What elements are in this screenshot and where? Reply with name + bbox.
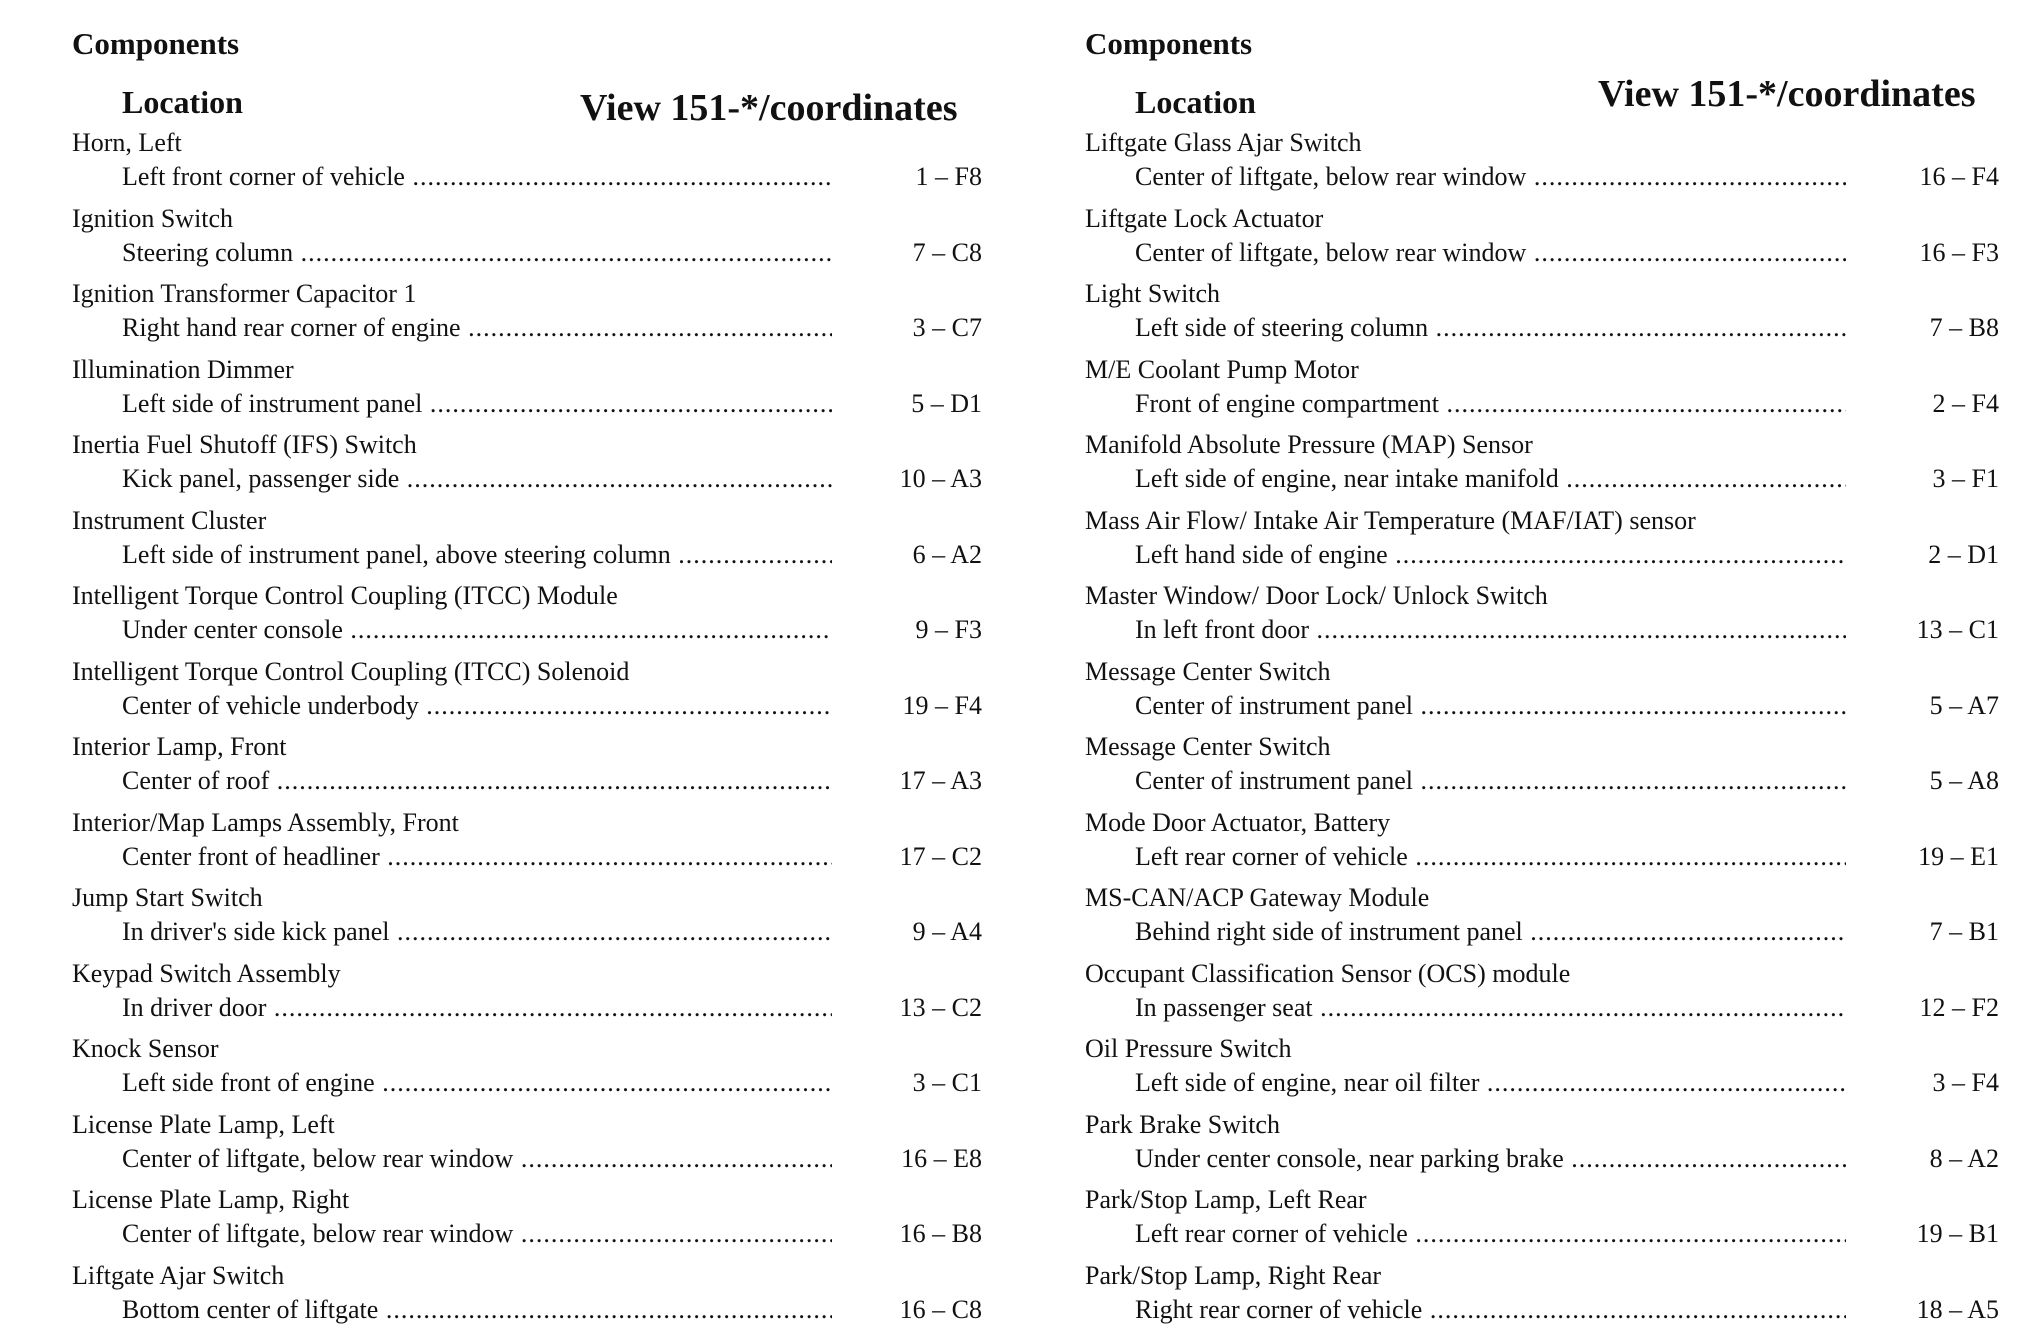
view-coordinate: 19 – E1	[1918, 841, 1999, 871]
component-location: Behind right side of instrument panel .....	[1135, 917, 1846, 947]
component-entry	[1085, 204, 2025, 280]
component-name: Ignition Switch	[72, 203, 234, 233]
view-coordinate: 13 – C1	[1916, 615, 1999, 644]
component-entry	[72, 732, 1012, 808]
components-heading: Components	[72, 26, 240, 61]
component-entry	[1085, 355, 2025, 431]
component-entry	[72, 128, 1012, 204]
component-location: Kick panel, passenger side .....	[122, 464, 832, 494]
view-coordinate: 13 – C2	[899, 992, 982, 1022]
component-location: Center of roof .....	[122, 766, 832, 796]
component-entry	[1085, 883, 2025, 959]
component-entry	[1085, 959, 2025, 1035]
component-location: Steering column .....	[122, 238, 832, 268]
component-location: In driver's side kick panel .....	[122, 917, 832, 947]
component-entry	[72, 808, 1012, 884]
component-name: Inertia Fuel Shutoff (IFS) Switch	[72, 430, 417, 459]
view-coordinate: 12 – F2	[1919, 992, 1999, 1022]
component-entry	[72, 657, 1012, 733]
component-entry	[1085, 1034, 2025, 1110]
component-name: Instrument Cluster	[72, 505, 267, 535]
component-name: Oil Pressure Switch	[1085, 1034, 1292, 1063]
view-coordinate: 7 – B8	[1929, 313, 1999, 342]
component-location: Left hand side of engine .....	[1135, 540, 1846, 570]
view-coordinate: 3 – F1	[1932, 464, 1999, 493]
component-list	[1085, 128, 2025, 1336]
component-name: License Plate Lamp, Left	[72, 1109, 335, 1139]
component-entry	[72, 1185, 1012, 1261]
component-location: Left front corner of vehicle .....	[122, 162, 832, 192]
component-name: Jump Start Switch	[72, 883, 263, 912]
view-coordinate: 1 – F8	[915, 162, 982, 191]
component-entry	[72, 581, 1012, 657]
component-entry	[1085, 808, 2025, 884]
component-entry	[1085, 430, 2025, 506]
location-column-header: Location	[1135, 84, 1256, 120]
view-coordinates-header: View 151-*/coordinates	[1598, 73, 1976, 115]
component-name: Park Brake Switch	[1085, 1109, 1280, 1139]
component-location: Center of vehicle underbody .....	[122, 691, 832, 721]
component-entry	[1085, 279, 2025, 355]
component-name: Light Switch	[1085, 279, 1221, 308]
location-column-header: Location	[122, 84, 243, 120]
component-name: Interior Lamp, Front	[72, 732, 287, 761]
component-name: License Plate Lamp, Right	[72, 1185, 350, 1214]
left-column	[72, 0, 1012, 1344]
view-coordinate: 5 – A8	[1929, 766, 1999, 795]
component-entry	[1085, 506, 2025, 582]
component-location: Center of liftgate, below rear window .....	[1135, 238, 1846, 268]
component-name: Park/Stop Lamp, Left Rear	[1085, 1185, 1367, 1214]
view-coordinate: 7 – C8	[912, 237, 982, 267]
view-coordinate: 7 – B1	[1929, 917, 1999, 946]
component-name: Horn, Left	[72, 128, 182, 157]
component-name: Intelligent Torque Control Coupling (ITCC) Module	[72, 581, 618, 610]
component-location: Right rear corner of vehicle .....	[1135, 1295, 1846, 1325]
view-coordinate: 16 – F3	[1919, 237, 1999, 267]
view-coordinate: 16 – C8	[899, 1294, 982, 1324]
right-column	[1085, 0, 2025, 1344]
component-location: Center of liftgate, below rear window .....	[122, 1144, 832, 1174]
component-name: Liftgate Glass Ajar Switch	[1085, 128, 1362, 157]
component-entry	[1085, 581, 2025, 657]
component-entry	[72, 279, 1012, 355]
component-entry	[1085, 1261, 2025, 1337]
view-coordinate: 19 – B1	[1916, 1219, 1999, 1248]
component-name: Master Window/ Door Lock/ Unlock Switch	[1085, 581, 1548, 610]
view-coordinate: 6 – A2	[912, 539, 982, 569]
view-coordinate: 5 – D1	[911, 388, 982, 418]
component-name: Park/Stop Lamp, Right Rear	[1085, 1260, 1382, 1290]
component-name: MS-CAN/ACP Gateway Module	[1085, 883, 1430, 912]
component-location: Left side front of engine .....	[122, 1068, 832, 1098]
component-entry	[72, 1110, 1012, 1186]
component-entry	[1085, 657, 2025, 733]
component-location: Left rear corner of vehicle .....	[1135, 842, 1846, 872]
component-entry	[72, 883, 1012, 959]
component-name: Mass Air Flow/ Intake Air Temperature (MAF/IAT) sensor	[1085, 505, 1696, 535]
component-name: Intelligent Torque Control Coupling (ITCC) Solenoid	[72, 656, 630, 686]
component-entry	[1085, 1185, 2025, 1261]
view-coordinate: 16 – B8	[899, 1219, 982, 1248]
component-entry	[1085, 732, 2025, 808]
view-coordinate: 10 – A3	[899, 464, 982, 493]
component-location: Left side of engine, near intake manifold .....	[1135, 464, 1846, 494]
component-entry	[72, 1034, 1012, 1110]
component-entry	[72, 430, 1012, 506]
view-coordinate: 9 – A4	[912, 917, 982, 946]
component-name: Mode Door Actuator, Battery	[1085, 807, 1391, 837]
component-entry	[1085, 1110, 2025, 1186]
component-entry	[1085, 128, 2025, 204]
component-location: Under center console .....	[122, 615, 832, 645]
component-location: In driver door .....	[122, 993, 832, 1023]
component-location: Left side of instrument panel .....	[122, 389, 832, 419]
component-location: Left rear corner of vehicle .....	[1135, 1219, 1846, 1249]
view-coordinate: 3 – C7	[912, 313, 982, 342]
component-entry	[72, 204, 1012, 280]
component-location: Left side of engine, near oil filter .....	[1135, 1068, 1846, 1098]
view-coordinate: 3 – C1	[912, 1068, 982, 1097]
view-coordinate: 8 – A2	[1929, 1143, 1999, 1173]
component-entry	[72, 959, 1012, 1035]
view-coordinate: 16 – E8	[901, 1143, 982, 1173]
view-coordinate: 2 – D1	[1928, 539, 1999, 569]
component-name: Ignition Transformer Capacitor 1	[72, 279, 417, 308]
view-coordinate: 16 – F4	[1919, 162, 1999, 191]
view-coordinate: 19 – F4	[902, 690, 982, 720]
view-coordinate: 2 – F4	[1932, 388, 1999, 418]
component-location: Center of instrument panel .....	[1135, 691, 1846, 721]
view-coordinate: 17 – C2	[899, 841, 982, 871]
component-location: Bottom center of liftgate .....	[122, 1295, 832, 1325]
component-name: Occupant Classification Sensor (OCS) module	[1085, 958, 1571, 988]
view-coordinate: 9 – F3	[915, 615, 982, 644]
component-name: Interior/Map Lamps Assembly, Front	[72, 807, 459, 837]
component-location: Center front of headliner .....	[122, 842, 832, 872]
view-coordinate: 17 – A3	[899, 766, 982, 795]
component-location: In passenger seat .....	[1135, 993, 1846, 1023]
component-name: Liftgate Lock Actuator	[1085, 203, 1324, 233]
component-location: Left side of steering column .....	[1135, 313, 1846, 343]
component-location: Under center console, near parking brake .....	[1135, 1144, 1846, 1174]
component-entry	[72, 506, 1012, 582]
view-coordinates-header: View 151-*/coordinates	[580, 87, 958, 129]
component-name: Message Center Switch	[1085, 656, 1331, 686]
component-location: Center of liftgate, below rear window .....	[122, 1219, 832, 1249]
view-coordinate: 3 – F4	[1932, 1068, 1999, 1097]
component-name: Illumination Dimmer	[72, 354, 294, 384]
component-location: Center of liftgate, below rear window .....	[1135, 162, 1846, 192]
view-coordinate: 18 – A5	[1916, 1294, 1999, 1324]
component-name: Manifold Absolute Pressure (MAP) Sensor	[1085, 430, 1533, 459]
component-name: Message Center Switch	[1085, 732, 1331, 761]
component-name: M/E Coolant Pump Motor	[1085, 354, 1359, 384]
component-name: Knock Sensor	[72, 1034, 219, 1063]
component-list	[72, 128, 1012, 1336]
component-location: In left front door .....	[1135, 615, 1846, 645]
view-coordinate: 5 – A7	[1929, 690, 1999, 720]
component-location: Left side of instrument panel, above steering column .....	[122, 540, 832, 570]
component-location: Center of instrument panel .....	[1135, 766, 1846, 796]
component-name: Liftgate Ajar Switch	[72, 1260, 285, 1290]
component-name: Keypad Switch Assembly	[72, 958, 341, 988]
component-location: Right hand rear corner of engine .....	[122, 313, 832, 343]
component-entry	[72, 1261, 1012, 1337]
component-location: Front of engine compartment .....	[1135, 389, 1846, 419]
components-heading: Components	[1085, 26, 1253, 61]
component-entry	[72, 355, 1012, 431]
